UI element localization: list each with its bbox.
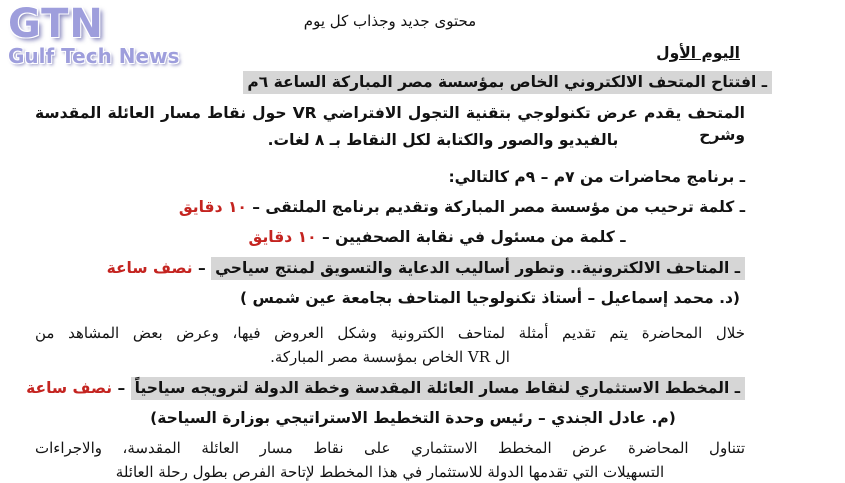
intro-paragraph-line2: بالفيديو والصور والكتابة لكل النقاط بـ ٨ لغات. (267, 131, 619, 149)
lecture-item-emuseums-separator: – (192, 259, 212, 277)
lecture-item-welcome-text: ـ كلمة ترحيب من مؤسسة مصر المباركة وتقديم برنامج الملتقى – (246, 198, 745, 216)
lectures-heading: ـ برنامج محاضرات من ٧م – ٩م كالتالي: (448, 168, 745, 186)
lecture-item-syndicate-text: ـ كلمة من مسئول في نقابة الصحفيين – (316, 228, 626, 246)
lecture-item-emuseums-highlight: ـ المتاحف الالكترونية.. وتطور أساليب الدعاية والتسويق لمنتج سياحي (211, 257, 745, 280)
lecture-item-emuseums-duration: نصف ساعة (106, 259, 193, 277)
lecture-item-investment-plan (26, 377, 745, 399)
lecture-item-welcome-duration: ١٠ دقايق (178, 198, 247, 216)
tagline: محتوى جديد وجذاب كل يوم (303, 12, 477, 30)
lecture2-description-line1: تتناول المحاضرة عرض المخطط الاستثماري على نقاط مسار العائلة المقدسة، والاجراءات (35, 439, 745, 457)
day-heading: اليوم الأول (656, 44, 740, 62)
lecture1-description-line1: خلال المحاضرة يتم تقديم أمثلة لمتاحف الكترونية وشكل العروض فيها، وعرض بعض المشاهد من (35, 324, 745, 342)
lecture-item-welcome (35, 196, 745, 218)
speaker2-line: (م. عادل الجندي – رئيس وحدة التخطيط الاستراتيجي بوزارة السياحة) (150, 409, 676, 427)
lecture-item-syndicate-duration: ١٠ دقايق (248, 228, 317, 246)
logo-name: Gulf Tech News (8, 44, 180, 68)
lecture1-description-line2: ال VR الخاص بمؤسسة مصر المباركة. (270, 348, 510, 366)
intro-paragraph-line1: المتحف يقدم عرض تكنولوجي بتقنية التجول الافتراضي VR حول نقاط مسار العائلة المقدسة وشرح (35, 104, 745, 144)
opening-event-line (12, 71, 772, 93)
lecture2-description-line2-clipped: التسهيلات التي تقدمها الدولة للاستثمار في هذا المخطط لإتاحة الفرص بطول رحلة العائلة (115, 463, 665, 481)
lecture-item-investment-separator: – (112, 379, 131, 397)
lecture-item-syndicate (82, 226, 792, 248)
lecture-item-investment-duration: نصف ساعة (26, 379, 113, 397)
lecture-item-emuseums (35, 257, 745, 279)
speaker1-line: (د. محمد إسماعيل – أستاذ تكنولوجيا المتاحف بجامعة عين شمس ) (239, 289, 740, 307)
logo-acronym: GTN (8, 1, 104, 47)
lecture-item-investment-highlight: ـ المخطط الاستثماري لنقاط مسار العائلة المقدسة وخطة الدولة لترويجه سياحياً (131, 377, 745, 400)
opening-event-highlight: ـ افتتاح المتحف الالكتروني الخاص بمؤسسة مصر المباركة الساعة ٦م (243, 71, 772, 94)
